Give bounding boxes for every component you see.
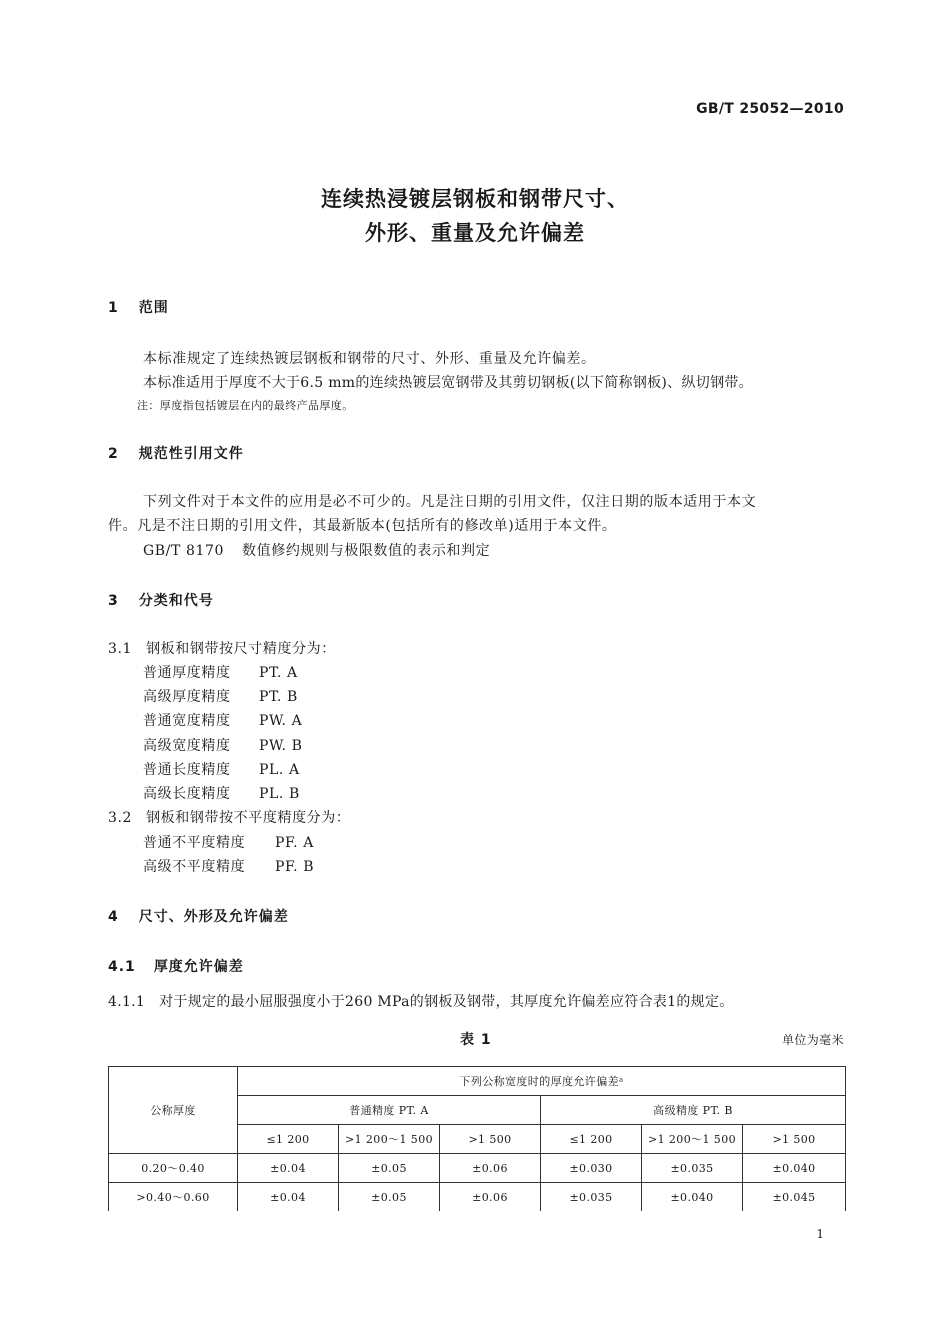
width-range-cell: >1 500 <box>743 1125 846 1154</box>
reference-title: 数值修约规则与极限数值的表示和判定 <box>242 543 491 559</box>
precision-label: 高级宽度精度 <box>143 738 231 754</box>
doc-title-line1: 连续热浸镀层钢板和钢带尺寸、 <box>321 187 629 211</box>
clause-title: 厚度允许偏差 <box>153 959 244 975</box>
tolerance-cell: ±0.040 <box>743 1154 846 1183</box>
tolerance-cell: ±0.05 <box>339 1183 440 1212</box>
flatness-label: 高级不平度精度 <box>143 859 246 875</box>
section-title: 分类和代号 <box>138 593 214 609</box>
standard-number: GB/T 25052—2010 <box>696 101 844 117</box>
flatness-code: PF. A <box>275 835 314 851</box>
tolerance-cell: ±0.040 <box>642 1183 743 1212</box>
precision-item <box>143 783 300 803</box>
section-number: 4 <box>108 909 119 925</box>
page-number: 1 <box>816 1227 824 1241</box>
width-range-cell: ≤1 200 <box>541 1125 642 1154</box>
precision-item <box>143 759 300 779</box>
precision-code: PW. B <box>259 738 303 754</box>
precision-label: 普通厚度精度 <box>143 665 231 681</box>
table-caption: 表 1 <box>460 1032 492 1048</box>
sec2-paragraph-line-2: 件。凡是不注日期的引用文件，其最新版本(包括所有的修改单)适用于本文件。 <box>108 518 617 534</box>
width-range-cell: >1 200～1 500 <box>642 1125 743 1154</box>
clause-number: 4.1.1 <box>108 994 146 1010</box>
section-4-heading <box>108 906 289 926</box>
precision-label: 普通宽度精度 <box>143 713 231 729</box>
precision-label: 高级长度精度 <box>143 786 231 802</box>
precision-label: 普通长度精度 <box>143 762 231 778</box>
doc-title-line2: 外形、重量及允许偏差 <box>365 221 585 245</box>
section-title: 规范性引用文件 <box>138 446 244 462</box>
flatness-code: PF. B <box>275 859 315 875</box>
clause-text: 对于规定的最小屈服强度小于260 MPa的钢板及钢带，其厚度允许偏差应符合表1的规定。 <box>159 994 734 1010</box>
width-range-cell: ≤1 200 <box>238 1125 339 1154</box>
section-number: 2 <box>108 446 119 462</box>
sec1-paragraph-1: 本标准规定了连续热镀层钢板和钢带的尺寸、外形、重量及允许偏差。 <box>143 351 596 367</box>
clause-text: 钢板和钢带按尺寸精度分为： <box>146 641 336 657</box>
precision-code: PT. B <box>259 689 298 705</box>
clause-number: 3.2 <box>108 810 133 826</box>
clause-number: 3.1 <box>108 641 133 657</box>
precision-code: PL. A <box>259 762 300 778</box>
tolerance-cell: ±0.045 <box>743 1183 846 1212</box>
tolerance-cell: ±0.04 <box>238 1154 339 1183</box>
width-range-cell: >1 500 <box>440 1125 541 1154</box>
tolerance-cell: ±0.06 <box>440 1183 541 1212</box>
section-number: 1 <box>108 300 119 316</box>
precision-item <box>143 686 298 706</box>
precision-item <box>143 735 303 755</box>
table-unit: 单位为毫米 <box>781 1033 844 1047</box>
thickness-tolerance-table <box>108 1066 846 1211</box>
sec2-paragraph-line-1: 下列文件对于本文件的应用是必不可少的。凡是注日期的引用文件，仅注日期的版本适用于本文 <box>143 494 757 510</box>
section-1-heading <box>108 297 169 317</box>
tolerance-cell: ±0.035 <box>541 1183 642 1212</box>
tolerance-cell: ±0.05 <box>339 1154 440 1183</box>
precision-code: PW. A <box>259 713 303 729</box>
clause-3-1 <box>108 638 336 658</box>
tolerance-cell: ±0.06 <box>440 1154 541 1183</box>
sec1-note: 注：厚度指包括镀层在内的最终产品厚度。 <box>137 399 354 412</box>
width-range-cell: >1 200～1 500 <box>339 1125 440 1154</box>
section-3-heading <box>108 590 214 610</box>
section-title: 范围 <box>138 300 169 316</box>
column-group-header: 下列公称宽度时的厚度允许偏差ᵃ <box>238 1067 846 1096</box>
tolerance-cell: ±0.035 <box>642 1154 743 1183</box>
section-title: 尺寸、外形及允许偏差 <box>138 909 289 925</box>
precision-item <box>143 710 302 730</box>
reference-code: GB/T 8170 <box>143 543 225 559</box>
table-row <box>109 1183 846 1212</box>
flatness-item <box>143 832 314 852</box>
flatness-label: 普通不平度精度 <box>143 835 246 851</box>
precision-group-b: 高级精度 PT. B <box>541 1096 846 1125</box>
clause-number: 4.1 <box>108 959 136 975</box>
thickness-cell: >0.40～0.60 <box>109 1183 238 1212</box>
normative-reference <box>143 540 490 560</box>
clause-4-1-heading <box>108 956 244 976</box>
tolerance-cell: ±0.04 <box>238 1183 339 1212</box>
row-header-cell: 公称厚度 <box>109 1067 238 1154</box>
precision-label: 高级厚度精度 <box>143 689 231 705</box>
clause-4-1-1 <box>108 991 734 1011</box>
clause-text: 钢板和钢带按不平度精度分为： <box>146 810 351 826</box>
thickness-cell: 0.20～0.40 <box>109 1154 238 1183</box>
table-header-row <box>109 1067 846 1096</box>
clause-3-2 <box>108 807 350 827</box>
precision-code: PL. B <box>259 786 300 802</box>
flatness-item <box>143 856 314 876</box>
section-2-heading <box>108 443 244 463</box>
precision-code: PT. A <box>259 665 298 681</box>
tolerance-cell: ±0.030 <box>541 1154 642 1183</box>
table-row <box>109 1154 846 1183</box>
precision-item <box>143 662 298 682</box>
section-number: 3 <box>108 593 119 609</box>
precision-group-a: 普通精度 PT. A <box>238 1096 541 1125</box>
sec1-paragraph-2: 本标准适用于厚度不大于6.5 mm的连续热镀层宽钢带及其剪切钢板(以下简称钢板)、纵切钢带。 <box>143 375 753 391</box>
